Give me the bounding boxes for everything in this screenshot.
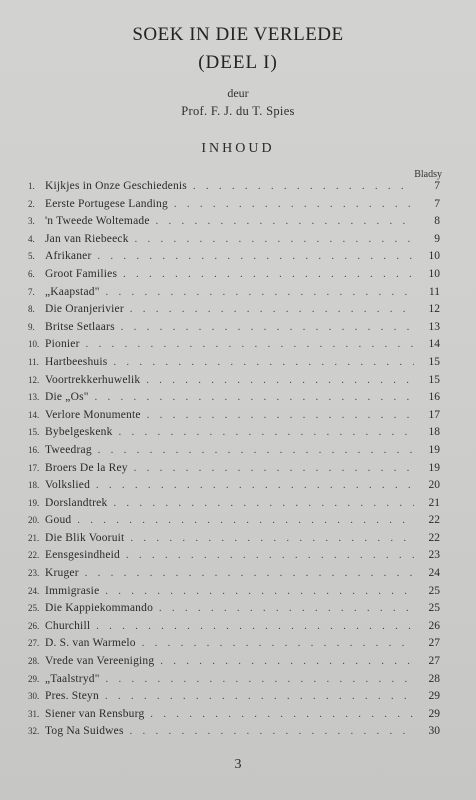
entry-title: Afrikaner [45,250,92,263]
entry-page: 24 [428,567,440,580]
entry-page: 20 [428,479,440,492]
toc-entry [28,198,440,216]
entry-page: 15 [428,373,440,386]
entry-number: 19. [28,497,40,508]
dot-leader [142,638,414,649]
entry-page: 11 [428,285,440,298]
dot-leader [126,550,414,561]
dot-leader [85,568,414,579]
entry-number: 28. [28,656,40,667]
entry-number: 3. [28,216,35,227]
entry-page: 7 [434,180,440,192]
entry-page: 29 [428,707,440,720]
entry-number: 4. [28,233,35,244]
entry-number: 32. [28,726,40,737]
dot-leader [134,463,414,474]
entry-number: 31. [28,708,40,719]
toc-entry [28,567,440,585]
entry-number: 5. [28,251,35,262]
entry-number: 26. [28,620,40,631]
entry-page: 13 [428,320,440,333]
entry-page: 25 [428,602,440,615]
toc-entry [28,690,440,708]
toc-entry [28,391,440,409]
dot-leader [105,586,414,597]
entry-page: 21 [428,496,440,509]
entry-title: Dorslandtrek [45,496,108,509]
toc-entry [28,250,440,268]
toc-entry [28,303,440,321]
entry-title: Churchill [45,619,91,632]
dot-leader [160,656,414,667]
toc-entry [28,479,440,497]
dot-leader [147,410,414,421]
toc-entry [28,532,440,550]
toc-entry [28,637,440,655]
toc-entry [28,549,440,567]
entry-number: 9. [28,321,35,332]
dot-leader [146,375,414,386]
toc-entry [28,286,440,304]
entry-page: 19 [428,461,440,474]
entry-number: 10. [28,339,40,350]
entry-title: Britse Setlaars [45,320,115,333]
entry-page: 8 [434,215,440,228]
toc-entry [28,497,440,515]
entry-number: 12. [28,374,40,385]
entry-title: Pres. Steyn [45,690,99,703]
dot-leader [98,251,415,262]
toc-entry [28,444,440,462]
entry-title: Immigrasie [45,584,100,597]
dot-leader [130,726,414,737]
entry-title: D. S. van Warmelo [45,637,136,650]
dot-leader [113,357,414,368]
entry-page: 18 [428,426,440,439]
table-of-contents [28,180,440,743]
toc-entry [28,356,440,374]
entry-title: Die Kappiekommando [45,602,154,615]
entry-number: 25. [28,603,40,614]
contents-heading: INHOUD [201,141,275,156]
entry-number: 27. [28,638,40,649]
toc-entry [28,321,440,339]
dot-leader [150,709,414,720]
book-title: SOEK IN DIE VERLEDE [132,24,344,45]
entry-page: 27 [428,655,440,668]
toc-entry [28,725,440,743]
toc-entry [28,233,440,251]
entry-number: 8. [28,304,35,315]
entry-title: „Taalstryd" [45,672,100,685]
entry-number: 29. [28,673,40,684]
entry-number: 23. [28,568,40,579]
entry-number: 30. [28,691,40,702]
dot-leader [156,216,414,227]
byline: deur [227,86,249,100]
toc-entry [28,655,440,673]
dot-leader [86,339,414,350]
entry-page: 22 [428,531,440,544]
entry-number: 11. [28,356,39,367]
entry-page: 10 [428,267,440,280]
entry-number: 20. [28,515,40,526]
entry-page: 15 [428,355,440,368]
entry-page: 22 [428,514,440,527]
entry-page: 29 [428,690,440,703]
toc-entry [28,180,440,198]
entry-title: Broers De la Rey [45,461,128,474]
entry-title: Siener van Rensburg [45,707,145,720]
entry-number: 24. [28,585,40,596]
entry-title: Goud [45,514,72,527]
dot-leader [119,427,414,438]
entry-page: 19 [428,443,440,456]
toc-entry [28,338,440,356]
entry-title: Tog Na Suidwes [45,725,124,738]
toc-entry [28,514,440,532]
toc-entry [28,409,440,427]
dot-leader [95,392,414,403]
entry-page: 7 [434,197,440,210]
entry-page: 12 [428,303,440,316]
entry-number: 21. [28,532,40,543]
dot-leader [159,603,414,614]
entry-number: 17. [28,462,40,473]
entry-title: Die Oranjerivier [45,303,124,316]
entry-page: 25 [428,584,440,597]
dot-leader [96,621,414,632]
toc-entry [28,268,440,286]
entry-title: Pionier [45,338,80,351]
entry-title: Die Blik Vooruit [45,531,125,544]
entry-number: 2. [28,198,35,209]
dot-leader [130,533,414,544]
author-name: Prof. F. J. du T. Spies [181,104,295,118]
dot-leader [106,674,414,685]
entry-title: Eerste Portugese Landing [45,197,168,210]
dot-leader [113,498,414,509]
entry-page: 17 [428,408,440,421]
dot-leader [123,269,414,280]
dot-leader [96,480,414,491]
entry-number: 14. [28,409,40,420]
entry-number: 7. [28,286,35,297]
entry-page: 28 [428,672,440,685]
toc-entry [28,215,440,233]
dot-leader [174,199,414,210]
toc-entry [28,602,440,620]
entry-page: 9 [434,232,440,245]
toc-entry [28,426,440,444]
dot-leader [121,322,414,333]
entry-title: „Kaapstad" [45,285,100,298]
dot-leader [135,234,414,245]
entry-title: Eensgesindheid [45,549,120,562]
entry-title: Vrede van Vereeniging [45,655,155,668]
entry-title: Tweedrag [45,443,92,456]
page-number: 3 [234,757,242,772]
entry-page: 14 [428,338,440,351]
page-column-label: Bladsy [414,169,442,180]
entry-title: Bybelgeskenk [45,426,113,439]
entry-title: Kruger [45,567,79,580]
toc-entry [28,374,440,392]
entry-title: Volkslied [45,479,91,492]
dot-leader [98,445,414,456]
entry-title: Kijkjes in Onze Geschiedenis [45,180,187,192]
entry-title: Jan van Riebeeck [45,232,129,245]
entry-page: 16 [428,391,440,404]
entry-title: Die „Os" [45,391,89,404]
entry-page: 26 [428,619,440,632]
toc-entry [28,673,440,691]
entry-number: 6. [28,268,35,279]
entry-number: 1. [28,181,35,191]
entry-page: 10 [428,250,440,263]
entry-title: Verlore Monumente [45,408,141,421]
dot-leader [130,304,414,315]
entry-number: 22. [28,550,40,561]
dot-leader [106,287,414,298]
entry-page: 27 [428,637,440,650]
toc-entry [28,708,440,726]
toc-entry [28,462,440,480]
dot-leader [193,181,414,192]
toc-entry [28,620,440,638]
entry-page: 30 [428,725,440,738]
entry-number: 15. [28,427,40,438]
book-subtitle: (DEEL I) [198,52,278,73]
entry-number: 16. [28,444,40,455]
entry-title: 'n Tweede Woltemade [45,215,150,228]
entry-number: 18. [28,480,40,491]
entry-title: Hartbeeshuis [45,355,108,368]
entry-page: 23 [428,549,440,562]
toc-entry [28,585,440,603]
entry-title: Voortrekkerhuwelik [45,373,141,386]
entry-title: Groot Families [45,267,118,280]
dot-leader [77,515,414,526]
entry-number: 13. [28,392,40,403]
dot-leader [105,691,414,702]
